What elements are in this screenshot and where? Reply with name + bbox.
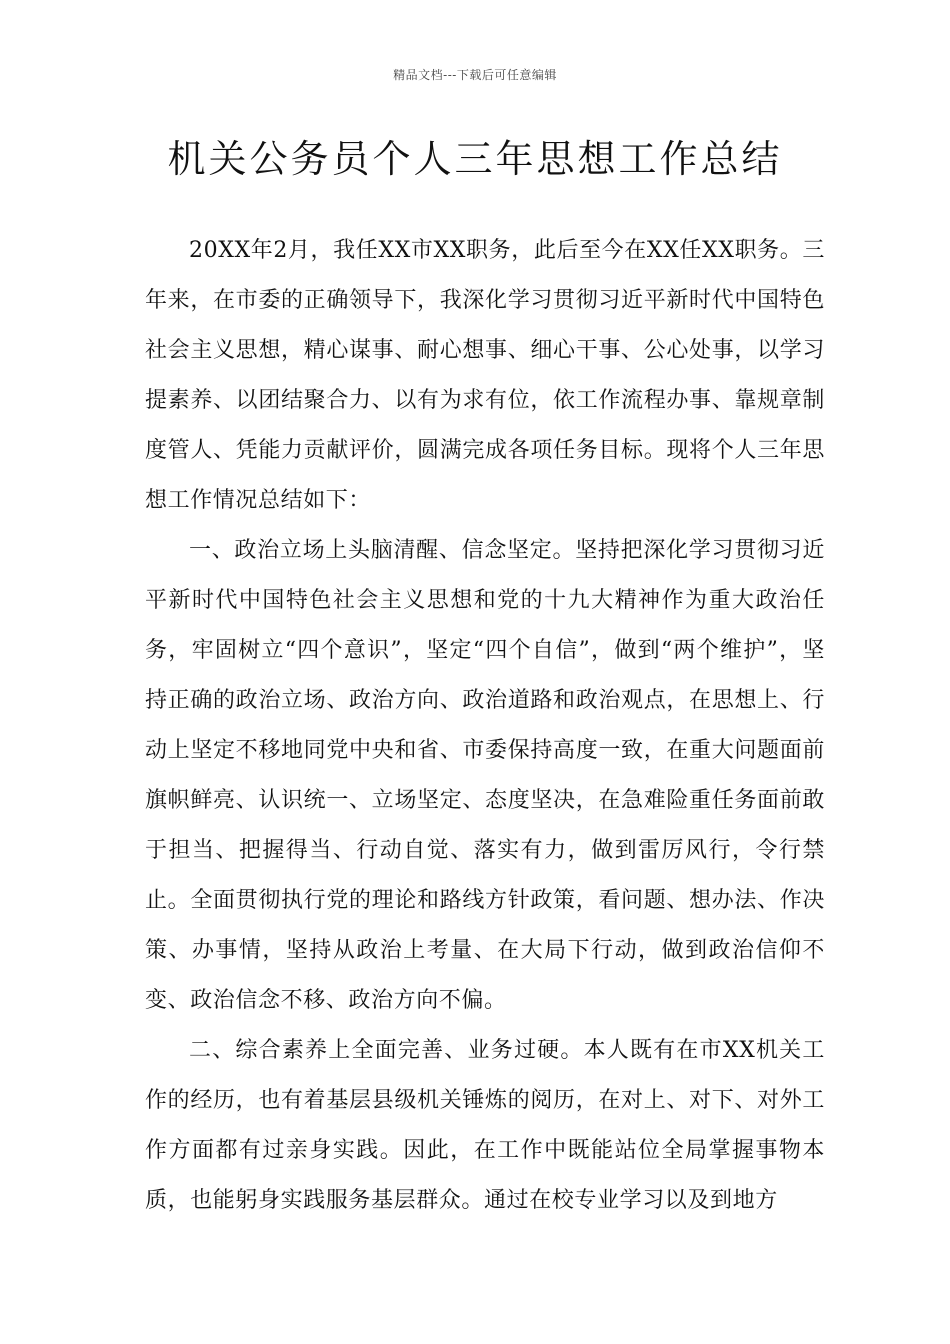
paragraph-section-1: 一、政治立场上头脑清醒、信念坚定。坚持把深化学习贯彻习近平新时代中国特色社会主义思想和党的十九大精神作为重大政治任务，牢固树立“四个意识”，坚定“四个自信”，做到“两个维护”，坚持正确的政治立场、政治方向、政治道路和政治观点，在思想上、行动上坚定不移地同党中央和省、市委保持高度一致，在重大问题面前旗帜鲜亮、认识统一、立场坚定、态度坚决，在急难险重任务面前敢于担当、把握得当、行动自觉、落实有力，做到雷厉风行，令行禁止。全面贯彻执行党的理论和路线方针政策，看问题、想办法、作决策、办事情，坚持从政治上考量、在大局下行动，做到政治信仰不变、政治信念不移、政治方向不偏。 (145, 538, 825, 1013)
paragraph-section-2: 二、综合素养上全面完善、业务过硬。本人既有在市XX机关工作的经历，也有着基层县级机关锤炼的阅历，在对上、对下、对外工作方面都有过亲身实践。因此，在工作中既能站位全局掌握事物本质，也能躬身实践服务基层群众。通过在校专业学习以及到地方 (145, 1038, 825, 1213)
paragraph-intro: 20XX年2月，我任XX市XX职务，此后至今在XX任XX职务。三年来，在市委的正确领导下，我深化学习贯彻习近平新时代中国特色社会主义思想，精心谋事、耐心想事、细心干事、公心处事，以学习提素养、以团结聚合力、以有为求有位，依工作流程办事、靠规章制度管人、凭能力贡献评价，圆满完成各项任务目标。现将个人三年思想工作情况总结如下： (145, 238, 825, 513)
document-title: 机关公务员个人三年思想工作总结 (167, 137, 783, 181)
document-body (145, 226, 825, 1226)
header-note: 精品文档---下载后可任意编辑 (393, 68, 557, 82)
